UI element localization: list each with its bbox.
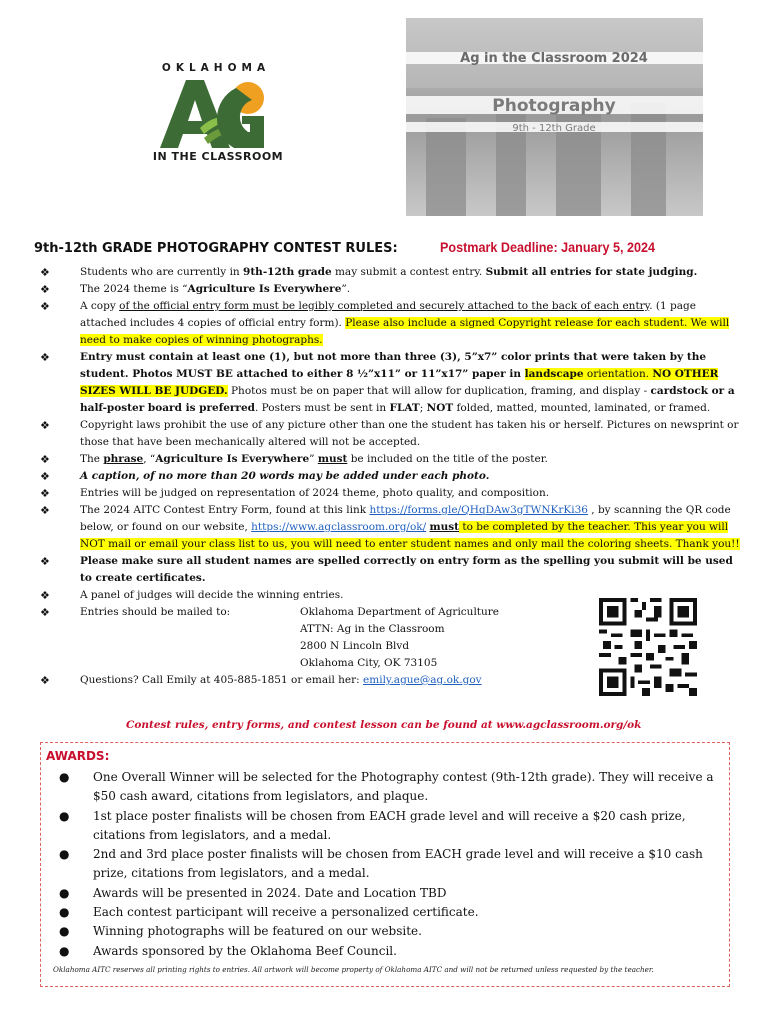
rule-item: ❖ The 2024 AITC Contest Entry Form, found at this link https://forms.gle/QHqDAw3gTWNKrKi36 , by scanning the QR code below, or found on our website, https://www.agclassroom.org/ok/ must to be completed by the teacher. This year you will NOT mail or email your class list to us, you will need to enter student names and only mail the coloring sheets. Thank you!!: [40, 504, 740, 550]
rule-item: ❖ Entries will be judged on representation of 2024 theme, photo quality, and composition.: [40, 487, 550, 500]
award-item: ● Each contest participant will receive a personalized certificate.: [59, 905, 479, 920]
ag-letters-icon: [156, 76, 286, 150]
logo-top-text: OKLAHOMA: [161, 62, 271, 74]
contest-resources-note: Contest rules, entry forms, and contest lesson can be found at www.agclassroom.org/ok: [126, 719, 642, 731]
rule-item: ❖ Copyright laws prohibit the use of any picture other than one the student has taken his or herself. Pictures on newsprint or those that have been mechanically altered will not be accepted.: [40, 419, 739, 448]
rule-item: ❖ The 2024 theme is “Agriculture Is Everywhere”.: [40, 283, 351, 296]
awards-list: [55, 768, 721, 961]
awards-box: [40, 742, 730, 987]
entry-form-link[interactable]: https://forms.gle/QHqDAw3gTWNKrKi36: [369, 504, 588, 516]
awards-title: AWARDS:: [46, 749, 110, 763]
rule-item: ❖ The phrase, “Agriculture Is Everywhere” must be included on the title of the poster.: [40, 453, 548, 466]
rule-item: ❖ A panel of judges will decide the winning entries.: [40, 589, 344, 602]
rule-item: ❖ Questions? Call Emily at 405-885-1851 or email her: emily.ague@ag.ok.gov: [40, 674, 482, 687]
email-link[interactable]: emily.ague@ag.ok.gov: [363, 674, 482, 686]
banner-line1: Ag in the Classroom 2024: [460, 51, 648, 66]
award-item: ● 1st place poster finalists will be chosen from EACH grade level and will receive a $20 cash prize, citations from legislators, and a medal.: [59, 808, 686, 842]
award-item: ● 2nd and 3rd place poster finalists will be chosen from EACH grade level and will receive a $10 cash prize, citations from legislators, and a medal.: [59, 847, 703, 881]
website-link[interactable]: https://www.agclassroom.org/ok/: [251, 521, 427, 533]
qr-code[interactable]: [599, 598, 697, 696]
logo-bottom-text: IN THE CLASSROOM: [152, 150, 284, 163]
contest-banner-image: [406, 18, 703, 216]
award-item: ● One Overall Winner will be selected for the Photography contest (9th-12th grade). They will receive a $50 cash award, citations from legislators, and plaque.: [59, 770, 714, 804]
rule-item: ❖ A caption, of no more than 20 words may be added under each photo.: [40, 470, 490, 483]
printing-rights-note: Oklahoma AITC reserves all printing rights to entries. All artwork will become property of Oklahoma AITC and will not be returned unless requested by the teacher.: [53, 965, 654, 974]
award-item: ● Awards sponsored by the Oklahoma Beef Council.: [59, 943, 397, 958]
award-item: ● Awards will be presented in 2024. Date and Location TBD: [59, 885, 447, 900]
postmark-deadline: Postmark Deadline: January 5, 2024: [440, 239, 656, 255]
mailing-address: Oklahoma Department of Agriculture ATTN: Ag in the Classroom 2800 N Lincoln Blvd Oklahoma City, OK 73105: [300, 606, 500, 669]
rule-item: ❖ A copy of the official entry form must be legibly completed and securely attached to the back of each entry. (1 page attached includes 4 copies of official entry form). Please also include a signed Copyright release for each student. We will need to make copies of winning photographs.: [40, 300, 730, 346]
rule-item: ❖ Entries should be mailed to: Oklahoma Department of Agriculture ATTN: Ag in the Classroom 2800 N Lincoln Blvd Oklahoma City, OK 73105: [40, 604, 740, 672]
rule-item: ❖ Students who are currently in 9th-12th grade may submit a contest entry. Submit all entries for state judging.: [40, 266, 698, 279]
oklahoma-ag-logo: [150, 62, 290, 170]
rule-item: ❖ Entry must contain at least one (1), but not more than three (3), 5”x7” color prints that were taken by the student. Photos MUST BE attached to either 8 ½”x11” or 11”x17” paper in landscape orientation. NO OTHER SIZES WILL BE JUDGED. Photos must be on paper that will allow for duplication, framing, and display - cardstock or a half-poster board is preferred. Posters must be sent in FLAT; NOT folded, matted, mounted, laminated, or framed.: [40, 351, 735, 414]
title-row: [34, 241, 734, 263]
rule-item: ❖ Please make sure all student names are spelled correctly on entry form as the spelling you submit will be used to create certificates.: [40, 555, 733, 584]
page-title: 9th-12th GRADE PHOTOGRAPHY CONTEST RULES:: [34, 241, 398, 256]
award-item: ● Winning photographs will be featured on our website.: [59, 924, 422, 939]
banner-line2: Photography: [492, 96, 616, 116]
banner-line3: 9th - 12th Grade: [512, 123, 596, 134]
